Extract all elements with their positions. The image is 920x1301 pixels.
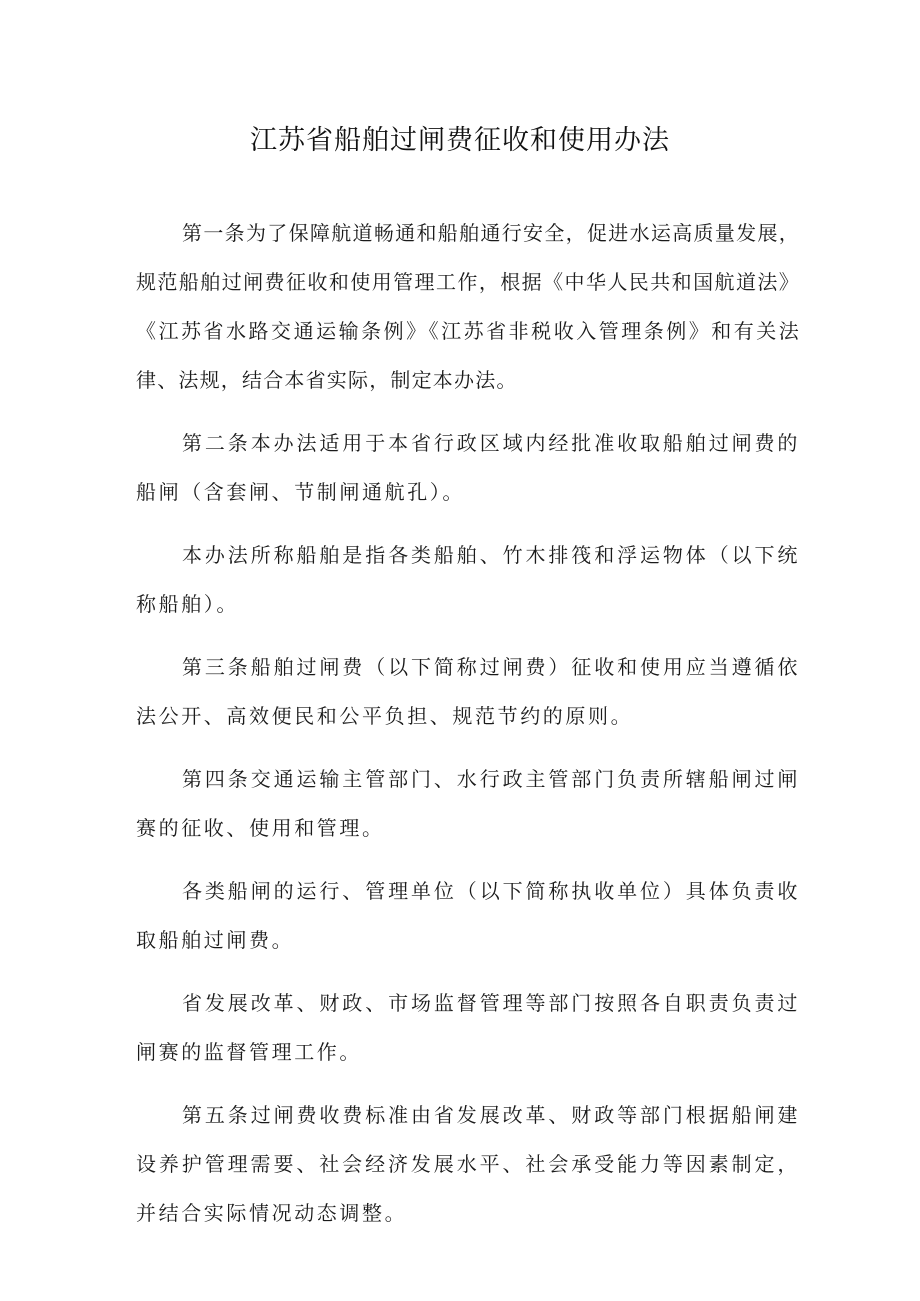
document-body (136, 209, 800, 1252)
document-title: 江苏省船舶过闸费征收和使用办法 (250, 125, 670, 156)
article-2-paragraph: 第二条本办法适用于本省行政区域内经批准收取船舶过闸费的船闸（含套闸、节制闸通航孔）。 (136, 431, 800, 504)
article-1-paragraph: 第一条为了保障航道畅通和船舶通行安全，促进水运高质量发展，规范船舶过闸费征收和使用管理工作，根据《中华人民共和国航道法》《江苏省水路交通运输条例》《江苏省非税收入管理条例》和有关法律、法规，结合本省实际，制定本办法。 (136, 221, 800, 392)
article-4-paragraph: 第四条交通运输主管部门、水行政主管部门负责所辖船闸过闸赛的征收、使用和管理。 (136, 767, 800, 840)
collection-unit-paragraph: 各类船闸的运行、管理单位（以下简称执收单位）具体负责收取船舶过闸费。 (136, 879, 800, 952)
article-5-paragraph: 第五条过闸费收费标准由省发展改革、财政等部门根据船闸建设养护管理需要、社会经济发展水平、社会承受能力等因素制定，并结合实际情况动态调整。 (136, 1103, 800, 1225)
article-3-paragraph: 第三条船舶过闸费（以下简称过闸费）征收和使用应当遵循依法公开、高效便民和公平负担、规范节约的原则。 (136, 655, 800, 728)
vessel-definition-paragraph: 本办法所称船舶是指各类船舶、竹木排筏和浮运物体（以下统称船舶）。 (136, 543, 800, 616)
supervision-paragraph: 省发展改革、财政、市场监督管理等部门按照各自职责负责过闸赛的监督管理工作。 (136, 991, 800, 1064)
